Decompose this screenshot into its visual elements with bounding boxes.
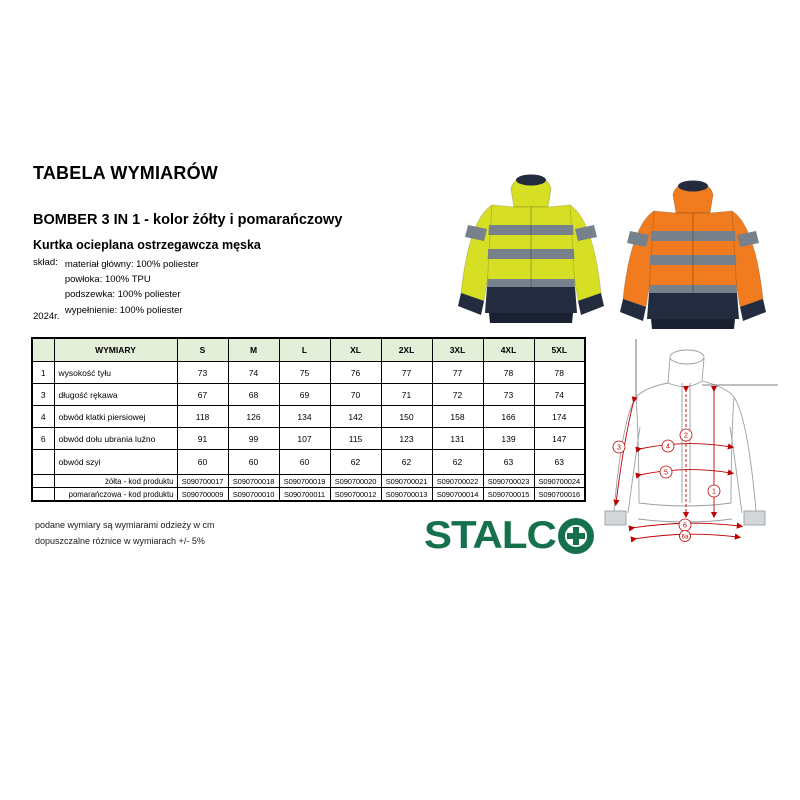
row-number [32,450,54,475]
value-cell: 78 [534,362,585,384]
column-header-size: 4XL [483,338,534,362]
footnote-line: dopuszczalne różnice w wymiarach +/- 5% [35,535,205,546]
table-row [32,362,585,384]
value-cell: 72 [432,384,483,406]
diagram-label-3: 3 [617,444,621,452]
value-cell: 134 [279,406,330,428]
footnote-line: podane wymiary są wymiarami odzieży w cm [35,520,215,530]
value-cell: 123 [381,428,432,450]
dimension-name: obwód dołu ubrania luźno [54,428,177,450]
value-cell: 63 [534,450,585,475]
product-code: S090700015 [483,488,534,502]
value-cell: 118 [177,406,228,428]
composition-block [33,257,199,318]
product-code: S090700019 [279,475,330,488]
year-label: 2024r. [33,311,60,322]
orange-jacket-image [620,181,766,330]
diagram-label-5: 5 [664,469,668,477]
row-number: 1 [32,362,54,384]
product-subtitle: Kurtka ocieplana ostrzegawcza męska [33,238,261,252]
value-cell: 62 [381,450,432,475]
row-number: 3 [32,384,54,406]
value-cell: 71 [381,384,432,406]
value-cell: 69 [279,384,330,406]
column-header-size: L [279,338,330,362]
value-cell: 60 [279,450,330,475]
table-row [32,406,585,428]
code-row-label: pomarańczowa - kod produktu [54,488,177,502]
diagram-label-4: 4 [666,443,670,451]
value-cell: 107 [279,428,330,450]
product-code: S090700018 [228,475,279,488]
value-cell: 62 [330,450,381,475]
row-number: 6 [32,428,54,450]
column-header-size: 2XL [381,338,432,362]
product-code: S090700009 [177,488,228,502]
value-cell: 150 [381,406,432,428]
value-cell: 77 [432,362,483,384]
table-header-row [32,338,585,362]
value-cell: 76 [330,362,381,384]
dimension-name: obwód klatki piersiowej [54,406,177,428]
product-code: S090700013 [381,488,432,502]
value-cell: 70 [330,384,381,406]
column-header-size: 3XL [432,338,483,362]
column-header-size: XL [330,338,381,362]
value-cell: 78 [483,362,534,384]
column-header-size: 5XL [534,338,585,362]
orange-jacket-hem [647,293,739,319]
table-corner-cell [32,338,54,362]
value-cell: 142 [330,406,381,428]
empty-cell [32,475,54,488]
footnotes [35,518,215,549]
stalco-logo [424,511,595,559]
yellow-jacket-image [458,175,604,324]
value-cell: 131 [432,428,483,450]
product-code: S090700020 [330,475,381,488]
composition-line: podszewka: 100% poliester [64,289,181,301]
value-cell: 77 [381,362,432,384]
product-code-row-yellow [32,475,585,488]
value-cell: 67 [177,384,228,406]
row-number: 4 [32,406,54,428]
empty-cell [32,488,54,502]
product-code: S090700023 [483,475,534,488]
composition-lines [65,257,199,318]
column-header-size: M [228,338,279,362]
product-code: S090700016 [534,488,585,502]
value-cell: 74 [534,384,585,406]
yellow-jacket-hem [485,287,577,313]
product-code: S090700021 [381,475,432,488]
value-cell: 75 [279,362,330,384]
composition-line: materiał główny: 100% poliester [64,259,199,270]
product-code: S090700017 [177,475,228,488]
product-code: S090700012 [330,488,381,502]
value-cell: 174 [534,406,585,428]
diagram-label-6: 6 [683,522,687,530]
page-title: TABELA WYMIARÓW [33,163,218,183]
jacket-photos [446,157,782,349]
diagram-label-1: 1 [712,488,716,496]
dimension-name: obwód szyi [54,450,177,475]
value-cell: 60 [228,450,279,475]
dimension-name: wysokość tyłu [54,362,177,384]
stalco-plus-icon [557,517,595,555]
product-code: S090700022 [432,475,483,488]
product-code: S090700011 [279,488,330,502]
composition-line: wypełnienie: 100% poliester [64,304,183,316]
table-row [32,384,585,406]
value-cell: 99 [228,428,279,450]
value-cell: 68 [228,384,279,406]
value-cell: 91 [177,428,228,450]
value-cell: 139 [483,428,534,450]
composition-line: powłoka: 100% TPU [64,274,151,286]
value-cell: 73 [177,362,228,384]
diagram-label-6a: 6a [681,534,689,541]
value-cell: 166 [483,406,534,428]
size-table [31,337,586,502]
product-code: S090700010 [228,488,279,502]
column-header-dimension: WYMIARY [54,338,177,362]
value-cell: 158 [432,406,483,428]
value-cell: 74 [228,362,279,384]
value-cell: 73 [483,384,534,406]
composition-label: skład: [33,257,58,268]
value-cell: 60 [177,450,228,475]
diagram-label-2: 2 [684,432,688,440]
table-row [32,450,585,475]
product-code: S090700024 [534,475,585,488]
stalco-wordmark: STALC [424,512,556,557]
product-title: BOMBER 3 IN 1 - kolor żółty i pomarańczowy [33,212,343,228]
value-cell: 62 [432,450,483,475]
code-row-label: żółta - kod produktu [54,475,177,488]
measurement-diagram [592,331,782,549]
value-cell: 115 [330,428,381,450]
table-row [32,428,585,450]
value-cell: 147 [534,428,585,450]
product-code: S090700014 [432,488,483,502]
dimension-name: długość rękawa [54,384,177,406]
value-cell: 63 [483,450,534,475]
column-header-size: S [177,338,228,362]
product-code-row-orange [32,488,585,502]
value-cell: 126 [228,406,279,428]
